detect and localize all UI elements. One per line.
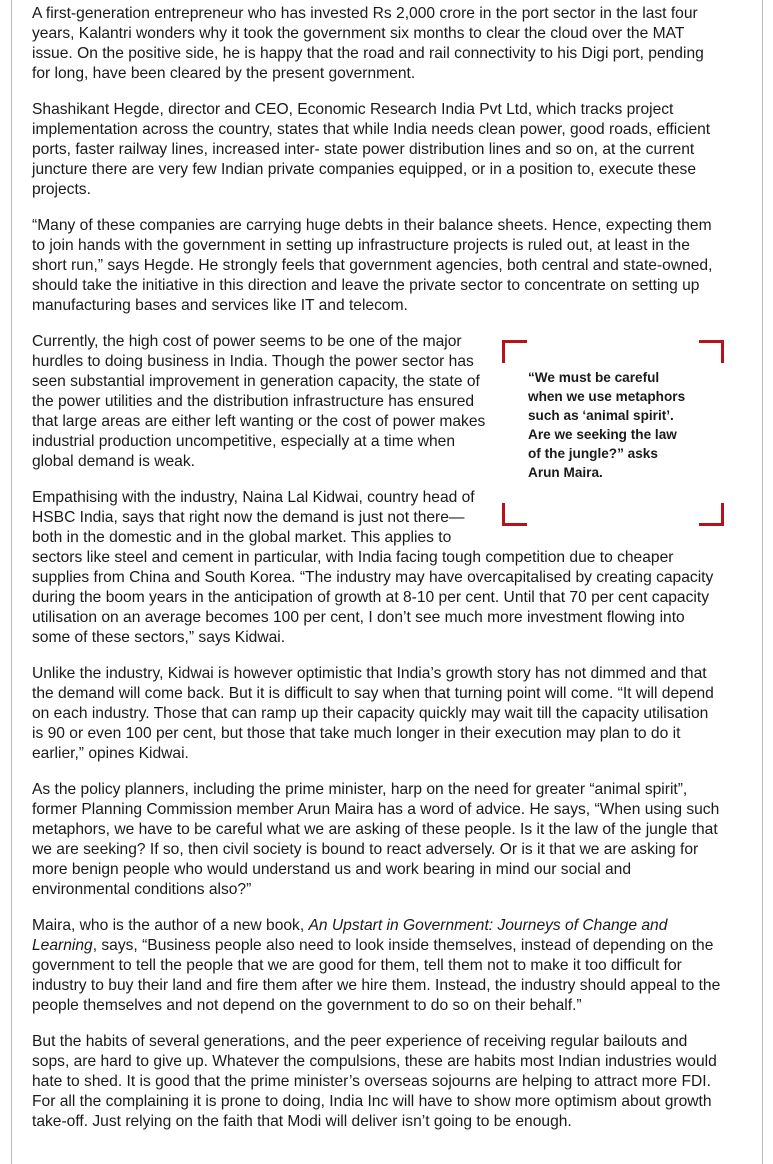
pull-quote-corner-top-left [502,340,527,363]
paragraph-power-cost: Currently, the high cost of power seems to be one of the major hurdles to doing business in India. Though the power sector has seen substantial improvement in generation capacity, the state of the power utilities and the distribution infrastructure has ensured that large areas are either left wanting or the cost of power makes industrial production uncompetitive, especially at a time when global demand is weak. [32,333,486,470]
paragraph-closing: But the habits of several generations, and the peer experience of receiving regular bailouts and sops, are hard to give up. Whatever the compulsions, these are habits most Indian industries would hate to shed. It is good that the prime minister’s overseas sojourns are helping to attract more FDI. For all the complaining it is prone to doing, India Inc will have to show more optimism about growth take-off. Just relying on the faith that Modi will deliver isn’t going to be enough. [32,1033,717,1130]
maira-text-before: Maira, who is the author of a new book, [32,917,309,934]
paragraph-hegde-intro: Shashikant Hegde, director and CEO, Economic Research India Pvt Ltd, which tracks project implementation across the country, states that while India needs clean power, good roads, efficient ports, faster railway lines, increased inter- state power distribution lines and so on, at the current juncture there are very few Indian private companies equipped, or in a position to, execute these projects. [32,101,711,198]
maira-text-after: , says, “Business people also need to look inside themselves, instead of depending on the government to tell the people that we are good for them, tell them not to make it too difficult for industry to buy their land and fire them after we hire them. Instead, the industry should appeal to the people themselves and not depend on the government to do so on their behalf.” [32,937,721,1014]
paragraph-maira-advice: As the policy planners, including the prime minister, harp on the need for greater “animal spirit”, former Planning Commission member Arun Maira has a word of advice. He says, “When using such metaphors, we have to be careful what we are asking of these people. Is it the law of the jungle that we are seeking? If so, then civil society is bound to react adversely. Or is it that we are asking for more benign people who would understand us and work bearing in mind our social and environmental conditions also?” [32,781,720,898]
paragraph-kalantri: A first-generation entrepreneur who has invested Rs 2,000 crore in the port sector in the last four years, Kalantri wonders why it took the government six months to clear the cloud over the MAT issue. On the positive side, he is happy that the road and rail connectivity to his Digi port, pending for long, have been cleared by the present government. [32,5,704,82]
paragraph-kidwai-optimism: Unlike the industry, Kidwai is however optimistic that India’s growth story has not dimmed and that the demand will come back. But it is difficult to say when that turning point will come. “It will depend on each industry. Those that can ramp up their capacity quickly may wait till the capacity utilisation is 90 or even 100 per cent, but those that take much longer in their execution may plan to do it earlier,” opines Kidwai. [32,665,714,762]
book-title: An Upstart in Government: Journeys of Change and Learning [32,917,668,954]
pull-quote-box [502,340,730,526]
pull-quote-corner-bottom-left [502,503,527,526]
pull-quote-text: “We must be careful when we use metaphors such as ‘animal spirit’. Are we seeking the law of the jungle?” asks Arun Maira. [528,370,686,480]
paragraph-kidwai-demand: Empathising with the industry, Naina Lal Kidwai, country head of HSBC India, says that right now the demand is just not there—both in the domestic and in the global market. This applies to sectors like steel and cement in particular, with India facing tough competition due to cheaper supplies from China and South Korea. “The industry may have overcapitalised by creating capacity during the boom years in the anticipation of growth at 8-10 per cent. Until that 70 per cent capacity utilisation on an average becomes 100 per cent, I don’t see much more investment flowing into some of these sectors,” says Kidwai. [32,489,714,646]
pull-quote-corner-bottom-right [699,503,724,526]
article-body [32,4,722,1148]
pull-quote-corner-top-right [699,340,724,363]
paragraph-maira-book [32,916,722,1016]
paragraph-hegde-quote: “Many of these companies are carrying huge debts in their balance sheets. Hence, expecting them to join hands with the government in setting up infrastructure projects is ruled out, at least in the short run,” says Hegde. He strongly feels that government agencies, both central and state-owned, should take the initiative in this direction and leave the private sector to concentrate on setting up manufacturing bases and services like IT and telecom. [32,217,713,314]
